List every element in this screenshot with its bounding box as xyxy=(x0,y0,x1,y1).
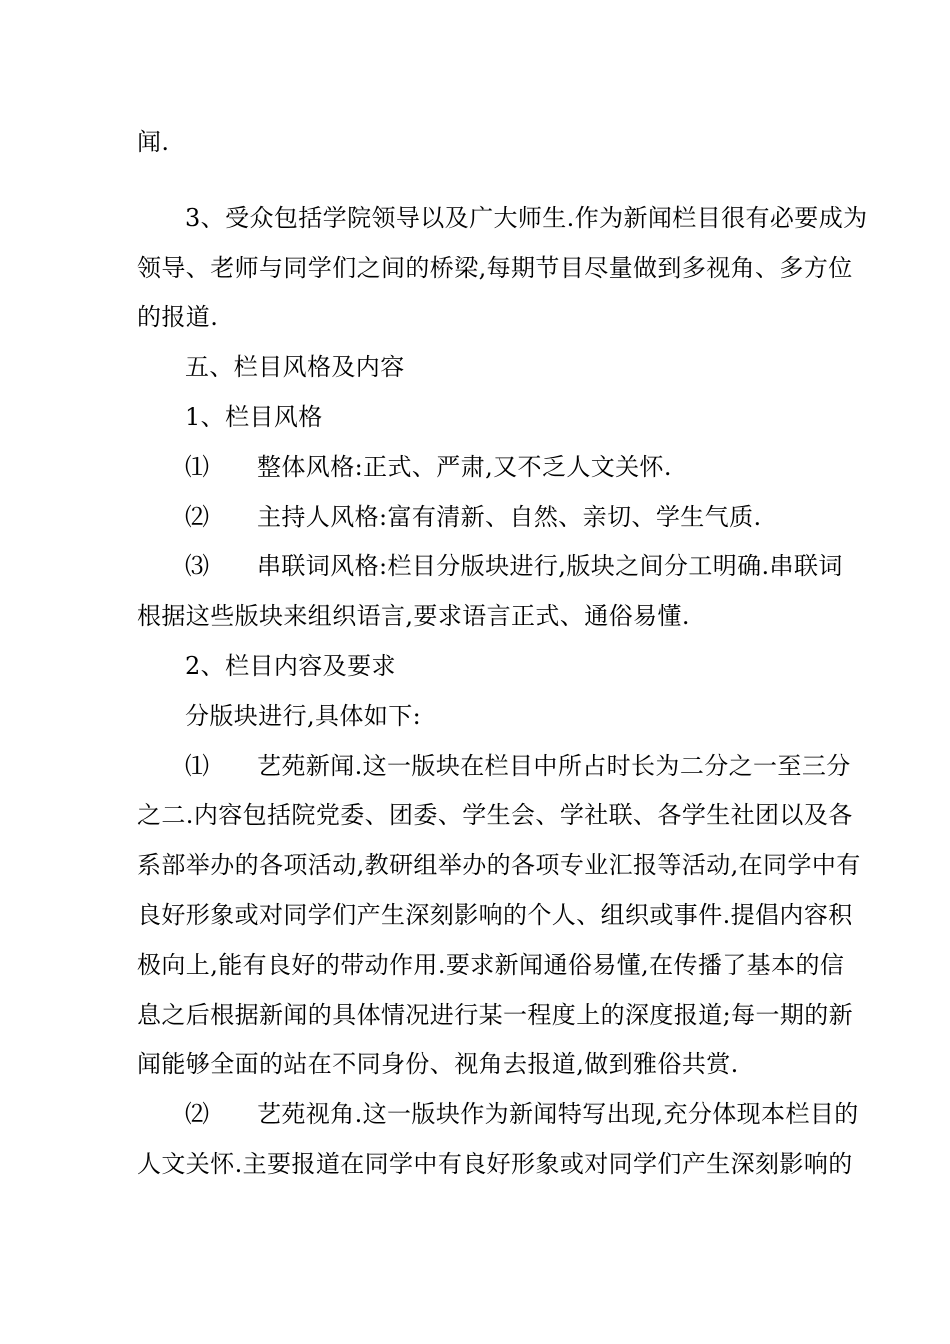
subsection-heading: 1、栏目风格 xyxy=(185,403,323,431)
list-item xyxy=(185,751,851,781)
list-marker: ⑴ xyxy=(185,752,210,780)
list-item xyxy=(185,452,672,482)
text-line: 系部举办的各项活动,教研组举办的各项专业汇报等活动,在同学中有 xyxy=(137,851,861,879)
text-line: 人文关怀.主要报道在同学中有良好形象或对同学们产生深刻影响的 xyxy=(137,1150,853,1178)
subsection-heading: 2、栏目内容及要求 xyxy=(185,652,396,680)
list-marker: ⑵ xyxy=(185,503,210,531)
text-line: 根据这些版块来组织语言,要求语言正式、通俗易懂. xyxy=(137,602,690,630)
list-item-text: 艺苑视角.这一版块作为新闻特写出现,充分体现本栏目的 xyxy=(257,1100,859,1128)
section-heading: 五、栏目风格及内容 xyxy=(185,353,405,381)
text-line: 息之后根据新闻的具体情况进行某一程度上的深度报道;每一期的新 xyxy=(137,1001,854,1029)
list-item xyxy=(185,1099,859,1129)
text-line: 良好形象或对同学们产生深刻影响的个人、组织或事件.提倡内容积 xyxy=(137,901,853,929)
text-line: 分版块进行,具体如下: xyxy=(185,702,422,730)
list-item-text: 主持人风格:富有清新、自然、亲切、学生气质. xyxy=(257,503,762,531)
list-item-text: 串联词风格:栏目分版块进行,版块之间分工明确.串联词 xyxy=(257,552,843,580)
list-marker: ⑴ xyxy=(185,453,210,481)
list-item xyxy=(185,502,762,532)
list-marker: ⑵ xyxy=(185,1100,210,1128)
text-line: 之二.内容包括院党委、团委、学生会、学社联、各学生社团以及各 xyxy=(137,801,853,829)
list-item-text: 艺苑新闻.这一版块在栏目中所占时长为二分之一至三分 xyxy=(257,752,851,780)
text-line: 领导、老师与同学们之间的桥梁,每期节目尽量做到多视角、多方位 xyxy=(137,254,853,282)
list-marker: ⑶ xyxy=(185,552,210,580)
text-line: 闻能够全面的站在不同身份、视角去报道,做到雅俗共赏. xyxy=(137,1050,739,1078)
list-item xyxy=(185,551,843,581)
text-line: 的报道. xyxy=(137,303,219,331)
text-line: 极向上,能有良好的带动作用.要求新闻通俗易懂,在传播了基本的信 xyxy=(137,951,845,979)
text-line: 闻. xyxy=(137,128,170,156)
list-item-text: 整体风格:正式、严肃,又不乏人文关怀. xyxy=(257,453,672,481)
text-line: 3、受众包括学院领导以及广大师生.作为新闻栏目很有必要成为 xyxy=(185,204,868,232)
